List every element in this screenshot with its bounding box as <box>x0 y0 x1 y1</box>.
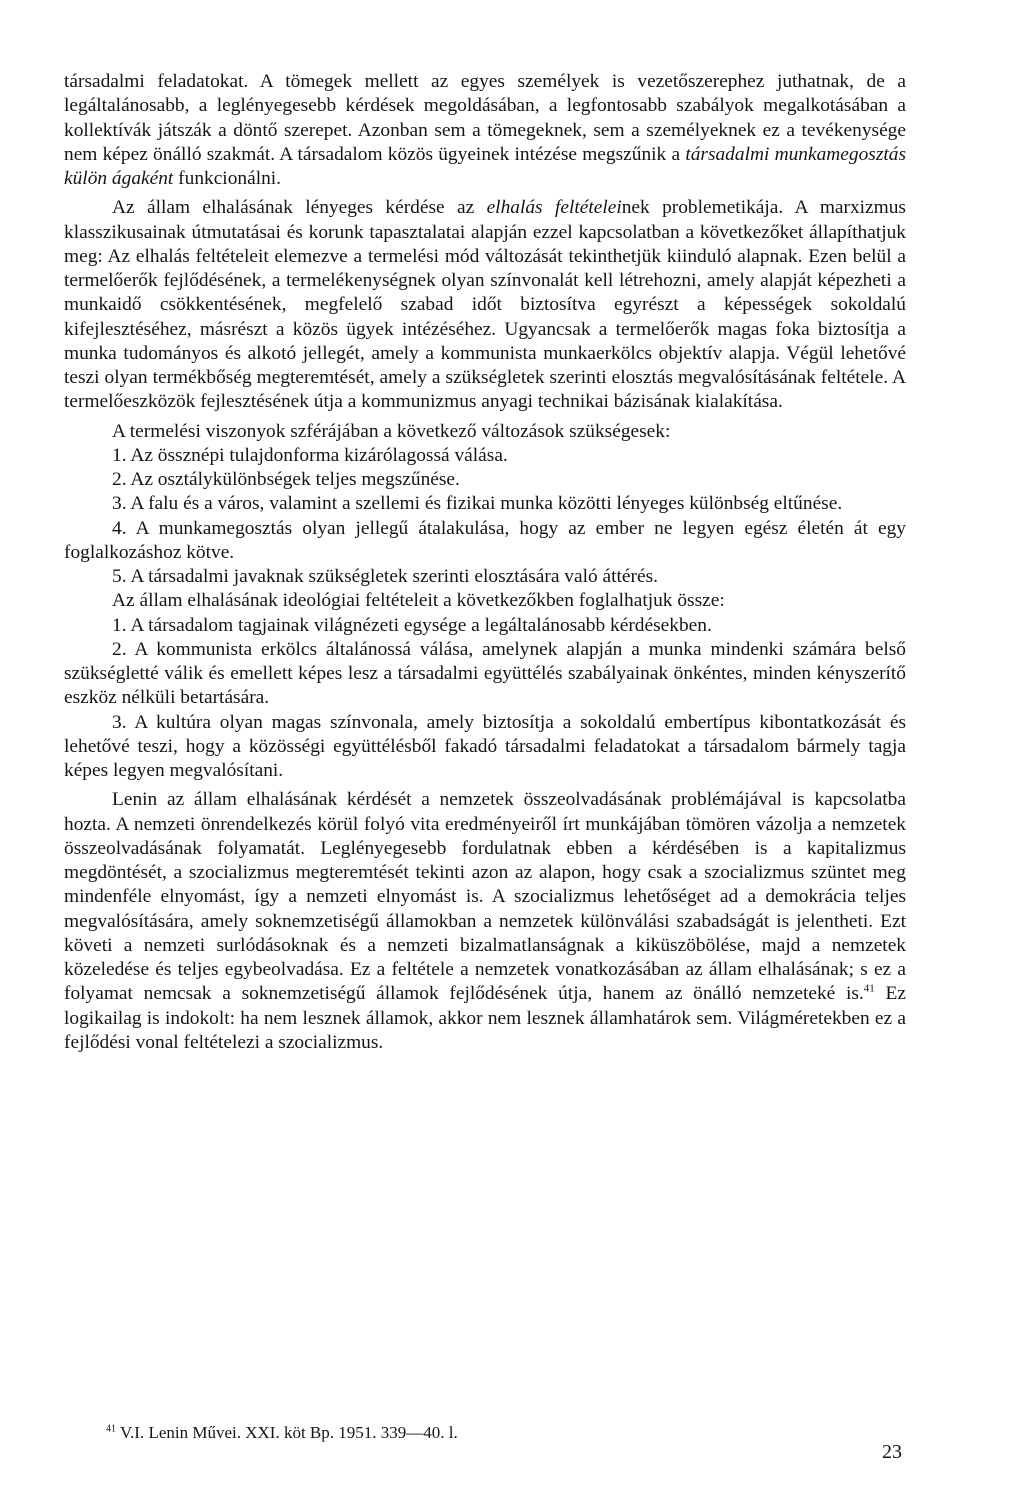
paragraph: Lenin az állam elhalásának kérdését a nemzetek összeolvadásának problémájával is kapcsolatba hozta. A nemzeti önrendelkezés körül folyó vita eredményeiről írt munkájában tömören vázolja a nemzetek összeolvadásának folyamatát. Leglényegesebb fordulatnak ebben a kérdésében is a kapitalizmus megdöntését, a szocializmus megteremtését tekinti azon az alapon, hogy csak a szocializmus szüntet meg mindenféle elnyomást, így a nemzeti elnyomást is. A szocializmus lehetőséget ad a demokrácia teljes megvalósítására, amely soknemzetiségű államokban a nemzetek különválási szabadságát is jelentheti. Ezt követi a nemzeti surlódásoknak és a nemzeti bizalmatlanságnak a kiküszöbölése, majd a nemzetek közeledése és teljes egybeolvadása. Ez a feltétele a nemzetek vonatkozásában az állam elhalásának; s ez a folyamat nemcsak a soknemzetiségű államok fejlődésének útja, hanem az önálló nemzeteké is.$^{41}$ Ez logikailag is indokolt: ha nem lesznek államok, akkor nem lesznek államhatárok sem. Világméretekben ez a fejlődési vonal feltételezi a szocializmus. <box>64 789 906 1053</box>
paragraph: 5. A társadalmi javaknak szükségletek szerinti elosztására való áttérés. <box>112 566 658 587</box>
footnote-marker: 41 <box>106 1423 116 1435</box>
paragraph: 1. Az össznépi tulajdonforma kizárólagossá válása. <box>112 444 508 466</box>
paragraph: 3. A falu és a város, valamint a szellemi és fizikai munka közötti lényeges különbség eltűnése. <box>112 493 843 515</box>
paragraph: 3. A kultúra olyan magas színvonala, amely biztosítja a sokoldalú embertípus kibontatkozását és lehetővé teszi, hogy a közösségi együttélésből fakadó társadalmi feladatokat a társadalom bármely tagja képes legyen megvalósítani. <box>64 711 906 781</box>
paragraph: A termelési viszonyok szférájában a következő változások szükségesek: <box>112 420 671 442</box>
paragraph: Az állam elhalásának lényeges kérdése az elhalás feltételeinek problemetikája. A marxizmus klasszikusainak útmutatásai és korunk tapasztalatai alapján ezzel kapcsolatban a következőket állapíthatjuk meg: Az elhalás feltételeit elemezve a termelési mód változását tekinthetjük kiinduló alapnak. Ezen belül a termelőerők fejlődésének, a termelékenységnek olyan színvonalát kell létrehozni, amely alapját képezheti a munkaidő csökkentésének, megfelelő szabad időt biztosítva egyrészt a képességek sokoldalú kifejlesztéséhez, másrészt a közös ügyek intézéséhez. Ugyancsak a termelőerők magas foka biztosítja a munka tudományos és alkotó jellegét, amely a kommunista munkaerkölcs objektív alapja. Végül lehetővé teszi olyan termékbőség megteremtését, amely a szükségletek szerinti elosztás megvalósításának feltétele. A termelőeszközök fejlesztésének útja a kommunizmus anyagi technikai bázisának kialakítása. <box>64 197 906 413</box>
paragraph: 4. A munkamegosztás olyan jellegű átalakulása, hogy az ember ne legyen egész életén át egy foglalkozáshoz kötve. <box>64 517 906 563</box>
paragraph: társadalmi feladatokat. A tömegek mellett az egyes személyek is vezetőszerephez juthatnak, de a legáltalánosabb, a leglényegesebb kérdések megoldásában, a legfontosabb szabályok megalkotásában a kollektívák játszák a döntő szerepet. Azonban sem a tömegeknek, sem a személyeknek ez a tevékenysége nem képez önálló szakmát. A társadalom közös ügyeinek intézése megszűnik a társadalmi munkamegosztás külön ágaként funkcionálni. <box>64 71 907 189</box>
page-number: 23 <box>882 1441 902 1463</box>
paragraph: Az állam elhalásának ideológiai feltételeit a következőkben foglalhatjuk össze: <box>112 590 725 612</box>
paragraph: 2. A kommunista erkölcs általánossá válása, amelynek alapján a munka mindenki számára belső szükségletté válik és emellett képes lesz a társadalmi együttélés szabályainak önkéntes, minden kényszerítő eszköz nélküli betartására. <box>64 638 906 709</box>
footnote-text: V.I. Lenin Művei. XXI. köt Bp. 1951. 339—40. l. <box>116 1423 458 1442</box>
paragraph: 1. A társadalom tagjainak világnézeti egysége a legáltalánosabb kérdésekben. <box>112 614 712 636</box>
paragraph: 2. Az osztálykülönbségek teljes megszűnése. <box>112 469 460 490</box>
footnote <box>106 1422 458 1444</box>
body-text <box>64 70 906 1055</box>
